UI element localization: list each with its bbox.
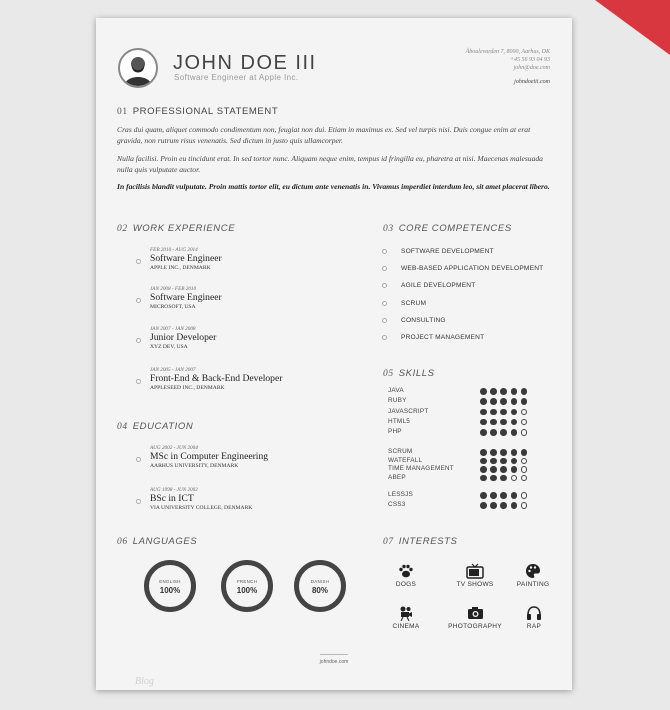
skill-name: HTML5 <box>388 417 410 425</box>
competence-item: AGILE DEVELOPMENT <box>401 282 476 290</box>
statement-paragraph-2: Nulla facilisi. Proin eu tincidunt erat. In sed tortor nunc. Aliquam neque enim, tempus id fringilla eu, pharetra at nisi. Maecenas malesuada nulla quis vulputate auctor. <box>117 154 543 174</box>
skill-name: PHP <box>388 428 402 436</box>
section-number: 04 <box>117 422 128 432</box>
bullet-dot <box>382 249 387 254</box>
statement-paragraph-3: In facilisis blandit vulputate. Proin mattis tortor elit, eu dictum ante venenatis in. Vivamus imperdiet interdum leo, sit amet placerat libero. <box>117 182 550 191</box>
language-name: DANISH <box>310 579 330 584</box>
skill-dot-filled <box>500 409 507 416</box>
bullet-dot <box>382 266 387 271</box>
interest-photography <box>445 603 505 630</box>
timeline-dot <box>136 298 141 303</box>
bullet-dot <box>382 301 387 306</box>
job-entry <box>150 367 350 391</box>
job-company: MICROSOFT, USA <box>150 304 196 310</box>
section-title: PROFESSIONAL STATEMENT <box>132 106 279 117</box>
interest-rap <box>504 603 564 630</box>
section-number: 02 <box>117 224 128 234</box>
section-heading-interests <box>383 536 457 547</box>
camera-icon <box>467 606 484 620</box>
skill-dot-filled <box>521 449 528 456</box>
interest-dogs <box>376 561 436 588</box>
headphones-icon <box>526 605 542 621</box>
job-date: FEB 2010 - AUG 2014 <box>150 247 198 253</box>
skill-name: JAVASCRIPT <box>388 407 429 415</box>
section-number: 03 <box>383 224 394 234</box>
job-title: Junior Developer <box>150 332 217 343</box>
section-number: 07 <box>383 537 394 547</box>
skill-name: RUBY <box>388 397 407 405</box>
language-ring-english <box>144 560 196 612</box>
skill-dot-filled <box>500 458 507 465</box>
skill-dot-empty <box>521 419 528 426</box>
job-entry <box>150 286 350 310</box>
skill-dot-filled <box>500 398 507 405</box>
skill-dot-filled <box>490 388 497 395</box>
job-date: JAN 2005 - JAN 2007 <box>150 367 196 373</box>
resume-page <box>96 18 572 690</box>
interest-label: TV SHOWS <box>456 581 494 588</box>
skill-dot-filled <box>480 419 487 426</box>
timeline-dot <box>136 499 141 504</box>
statement-paragraph-1: Cras dui quam, aliquet commodo condimentum non, feugiat non dui. Etiam in maximus ex. Sed vel turpis nisi. Duis congue enim at erat gravida, non rutrum risus venenatis. Sed dictum in justo quis ullamcorper. <box>117 125 531 145</box>
skill-dot-filled <box>490 492 497 499</box>
job-date: JAN 2007 - JAN 2008 <box>150 326 196 332</box>
interest-label: PHOTOGRAPHY <box>448 623 502 630</box>
section-heading-skills <box>383 368 435 379</box>
section-heading-statement <box>117 106 278 117</box>
skill-dot-filled <box>511 502 518 509</box>
palette-icon <box>525 563 541 579</box>
contact-website[interactable]: johndoeiii.com <box>514 79 550 85</box>
skill-dot-filled <box>511 409 518 416</box>
section-number: 06 <box>117 537 128 547</box>
avatar <box>118 48 158 88</box>
skill-dot-filled <box>511 466 518 473</box>
job-entry <box>150 326 350 350</box>
skill-name: ABEP <box>388 473 406 481</box>
competence-item: SCRUM <box>401 299 427 307</box>
skill-dot-empty <box>521 502 528 509</box>
interest-label: PAINTING <box>516 581 550 588</box>
skill-dot-filled <box>480 466 487 473</box>
skill-dot-filled <box>480 458 487 465</box>
section-title: WORK EXPERIENCE <box>132 223 236 234</box>
timeline-dot <box>136 379 141 384</box>
section-title: INTERESTS <box>398 536 458 547</box>
skill-dot-filled <box>490 429 497 436</box>
skill-dot-filled <box>500 475 507 482</box>
skill-dot-filled <box>490 466 497 473</box>
job-company: XYZ DEV, USA <box>150 344 188 350</box>
section-title: SKILLS <box>398 368 435 379</box>
interest-label: DOGS <box>395 581 417 588</box>
skill-dot-filled <box>480 475 487 482</box>
tv-icon <box>466 563 484 579</box>
language-percent: 100% <box>159 586 181 595</box>
skill-name: WATEFALL <box>388 456 423 464</box>
person-icon <box>120 50 156 86</box>
section-heading-work <box>117 223 235 234</box>
skill-dot-filled <box>490 475 497 482</box>
candidate-title: Software Engineer at Apple Inc. <box>174 73 299 82</box>
interest-label: CINEMA <box>392 623 420 630</box>
job-entry <box>150 247 350 271</box>
skill-dot-filled <box>480 502 487 509</box>
timeline-dot <box>136 457 141 462</box>
job-company: APPLE INC., DENMARK <box>150 265 211 271</box>
footer-website[interactable]: johndoe.com <box>319 659 349 665</box>
skill-dot-filled <box>490 458 497 465</box>
job-title: Software Engineer <box>150 292 222 303</box>
skill-dot-filled <box>511 388 518 395</box>
education-school: AARHUS UNIVERSITY, DENMARK <box>150 463 239 469</box>
interest-label: RAP <box>526 623 542 630</box>
skill-dot-filled <box>511 458 518 465</box>
section-number: 01 <box>117 107 128 117</box>
section-heading-languages <box>117 536 197 547</box>
section-heading-education <box>117 421 193 432</box>
education-degree: MSc in Computer Engineering <box>150 451 269 462</box>
interest-painting <box>503 561 563 588</box>
skill-dot-filled <box>500 492 507 499</box>
skill-dot-filled <box>500 449 507 456</box>
skill-name: SCRUM <box>388 448 413 455</box>
skill-dot-filled <box>490 419 497 426</box>
skill-name: JAVA <box>388 387 404 394</box>
skill-dot-filled <box>480 409 487 416</box>
section-title: LANGUAGES <box>132 536 198 547</box>
section-number: 05 <box>383 369 394 379</box>
job-title: Software Engineer <box>150 253 222 264</box>
skill-dot-filled <box>500 419 507 426</box>
language-percent: 80% <box>311 586 328 595</box>
skill-dot-filled <box>511 398 518 405</box>
competence-item: CONSULTING <box>401 316 446 324</box>
skill-dot-filled <box>500 466 507 473</box>
contact-address: Åboulevarden 7, 8000, Aarhus, DK <box>465 49 550 55</box>
section-title: EDUCATION <box>132 421 194 432</box>
contact-email[interactable]: john@doe.com <box>513 65 550 71</box>
skill-dot-filled <box>480 492 487 499</box>
skill-dot-filled <box>490 502 497 509</box>
footer-divider <box>320 654 348 655</box>
interest-cinema <box>376 603 436 630</box>
skill-dot-empty <box>521 466 528 473</box>
job-title: Front-End & Back-End Developer <box>150 373 283 384</box>
corner-ribbon <box>595 0 670 55</box>
skill-dot-filled <box>490 398 497 405</box>
education-entry <box>150 445 350 469</box>
skill-dot-filled <box>521 398 528 405</box>
skill-dot-filled <box>511 449 518 456</box>
skill-dot-empty <box>521 429 528 436</box>
education-school: VIA UNIVERSITY COLLEGE, DENMARK <box>150 505 253 511</box>
timeline-dot <box>136 259 141 264</box>
contact-phone: +45 56 93 04 93 <box>509 57 550 63</box>
skill-dot-filled <box>500 388 507 395</box>
timeline-dot <box>136 338 141 343</box>
section-title: CORE COMPETENCES <box>398 223 512 234</box>
skill-dot-filled <box>500 429 507 436</box>
skill-dot-filled <box>511 492 518 499</box>
watermark: Blog <box>135 676 154 687</box>
skill-name: CSS3 <box>388 501 406 509</box>
language-percent: 100% <box>236 586 258 595</box>
skill-dot-empty <box>521 409 528 416</box>
skill-dot-filled <box>490 449 497 456</box>
skill-dot-filled <box>521 388 528 395</box>
bullet-dot <box>382 283 387 288</box>
film-camera-icon <box>398 605 414 621</box>
contact-block <box>466 48 550 86</box>
skill-dot-empty <box>521 475 528 482</box>
competence-item: PROJECT MANAGEMENT <box>401 334 485 341</box>
paw-icon <box>398 563 414 579</box>
skill-dot-filled <box>490 409 497 416</box>
language-name: ENGLISH <box>159 579 181 584</box>
candidate-name: JOHN DOE III <box>173 52 317 74</box>
education-date: AUG 1998 - JUN 2002 <box>150 487 198 493</box>
section-heading-competences <box>383 223 512 234</box>
bullet-dot <box>382 318 387 323</box>
skill-dot-empty <box>521 492 528 499</box>
skill-dot-filled <box>480 429 487 436</box>
skill-dot-empty <box>521 458 528 465</box>
job-company: APPLESEED INC., DENMARK <box>150 385 225 391</box>
skill-dot-filled <box>480 398 487 405</box>
skill-name: LESSJS <box>388 491 413 498</box>
skill-dot-empty <box>511 475 518 482</box>
skill-dot-filled <box>511 429 518 436</box>
bullet-dot <box>382 335 387 340</box>
skill-dot-filled <box>511 419 518 426</box>
competence-item: SOFTWARE DEVELOPMENT <box>401 248 494 255</box>
skill-name: TIME MANAGEMENT <box>388 465 454 473</box>
language-ring-danish <box>294 560 346 612</box>
competence-item: WEB-BASED APPLICATION DEVELOPMENT <box>401 265 544 273</box>
interest-tv-shows <box>445 561 505 588</box>
language-ring-french <box>221 560 273 612</box>
language-name: FRENCH <box>236 579 258 584</box>
education-entry <box>150 487 350 511</box>
skill-dot-filled <box>500 502 507 509</box>
education-degree: BSc in ICT <box>150 493 194 504</box>
job-date: JAN 2008 - FEB 2010 <box>150 286 197 292</box>
education-date: AUG 2002 - JUN 2004 <box>150 445 198 451</box>
skill-dot-filled <box>480 388 487 395</box>
skill-dot-filled <box>480 449 487 456</box>
